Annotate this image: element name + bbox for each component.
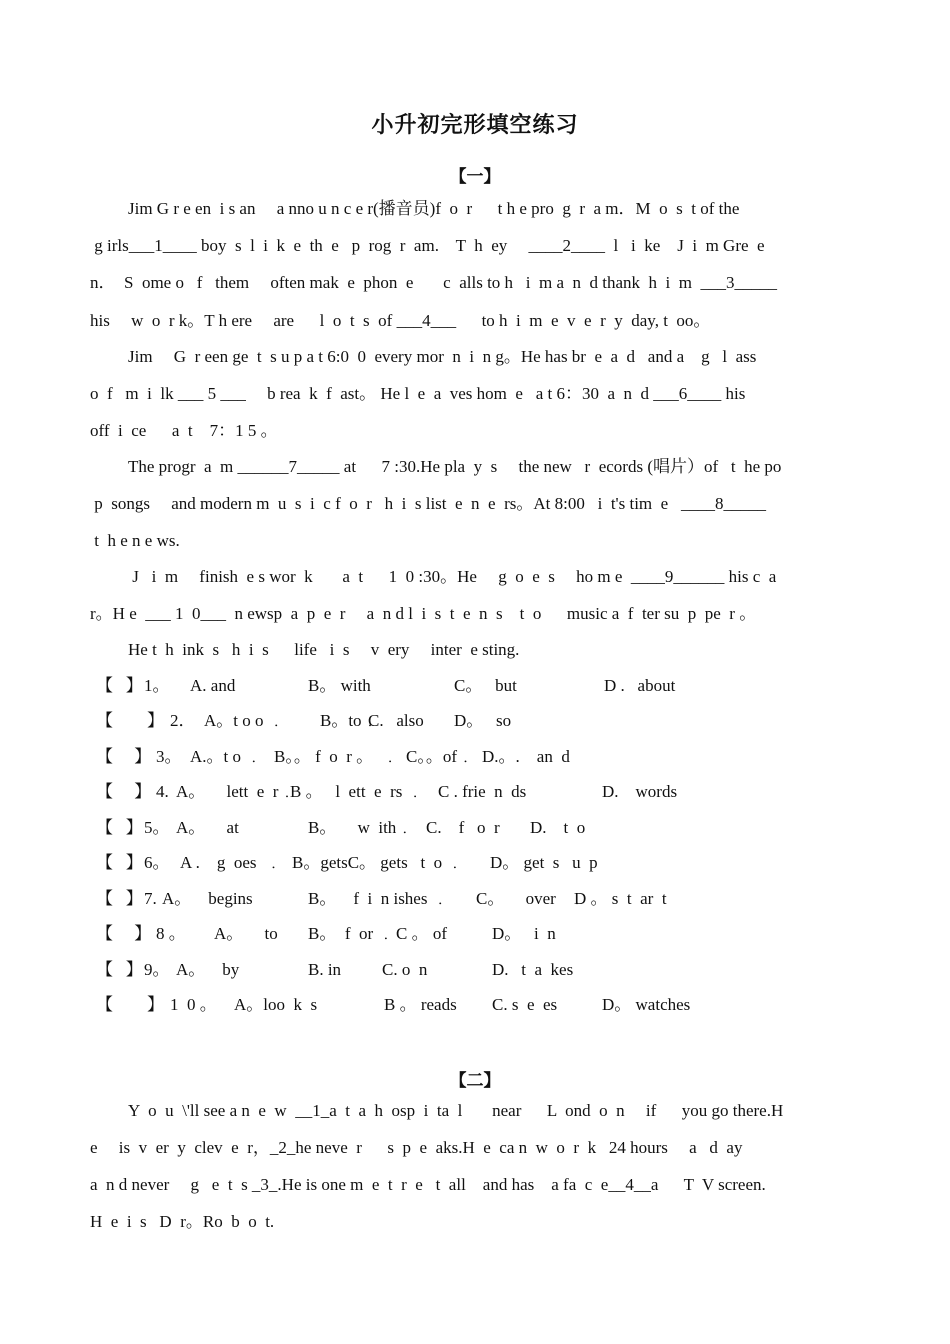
passage-1-line: Jim G r een ge t s u p a t 6:0 0 every mor n i n g。He has br e a d and a g l ass	[128, 347, 757, 366]
option-d: D . about	[604, 676, 676, 695]
option-c: C。。of﹒	[406, 747, 474, 766]
question-number: 8 。	[156, 924, 186, 943]
option-c: C. o n	[382, 960, 428, 979]
passage-1-line: The progr a m ______7_____ at 7 :30.He pla y s the new r ecords (唱片）of t he po	[128, 457, 782, 476]
option-a: A。loo k s	[234, 995, 318, 1014]
option-d: D。 so	[454, 711, 512, 730]
question-row	[96, 818, 856, 838]
question-row	[96, 889, 856, 909]
passage-1-line: p songs and modern m u s i c f o r h i s list e n e rs。At 8:00 i t's tim e ____8_____	[90, 494, 766, 513]
answer-bracket[interactable]: 【 】	[96, 889, 143, 908]
option-b: B。 f or ﹒	[308, 924, 395, 943]
passage-1-line: his w o r k。T h ere are l o t s of ___4___ to h i m e v e r y day, t oo。	[90, 311, 711, 330]
question-row	[96, 747, 856, 767]
option-d: D. t a kes	[492, 960, 574, 979]
option-a: A。t o o ﹒	[204, 711, 285, 730]
option-b: B。 f i n ishes ﹒	[308, 889, 449, 908]
question-row	[96, 853, 856, 873]
question-row	[96, 676, 856, 696]
passage-2-line: Y o u \'ll see a n e w __1_a t a h osp i ta l near L ond o n if you go there.H	[128, 1101, 784, 1120]
question-number: 3。	[156, 747, 182, 766]
option-a: A.。t o ﹒	[190, 747, 263, 766]
option-c: C。 over ﹒	[476, 889, 586, 908]
passage-2-line: H e i s D r。Ro b o t.	[90, 1212, 275, 1231]
option-c: C . frie n ds	[438, 782, 527, 801]
option-d: D. t o	[530, 818, 586, 837]
option-d: D 。 s t ar t	[574, 889, 667, 908]
page-title: 小升初完形填空练习	[371, 112, 579, 137]
section-heading-2: 【二】	[449, 1071, 501, 1090]
option-c: C 。 of	[396, 924, 447, 943]
option-d: D. words	[602, 782, 678, 801]
question-number: 7.	[144, 889, 157, 908]
option-a: A。 at	[176, 818, 239, 837]
question-number: 1 0 。	[170, 995, 217, 1014]
passage-1-line: J i m finish e s wor k a t 1 0 :30。He g o e s ho m e ____9______ his c a	[128, 567, 777, 586]
option-c: C. s e es	[492, 995, 558, 1014]
option-a: A . g oes ﹒	[180, 853, 282, 872]
answer-bracket[interactable]: 【 】	[96, 782, 152, 801]
option-b: B. in	[308, 960, 342, 979]
question-row	[96, 711, 856, 731]
question-number: 2．	[170, 711, 196, 730]
option-a: A。 begins	[162, 889, 253, 908]
answer-bracket[interactable]: 【 】	[96, 818, 143, 837]
passage-1-line: g irls___1____ boy s l i k e th e p rog r am. T h ey ____2____ l i ke J i m Gre e	[90, 236, 765, 255]
option-c: C. f o r	[426, 818, 500, 837]
passage-1-line: n． S ome o f them often mak e phon e c alls to h i m a n d thank h i m ___3_____	[90, 273, 777, 292]
option-b: B。 w ith﹒	[308, 818, 414, 837]
passage-1-line: Jim G r e en i s an a nno u n c e r(播音员)f o r t h e pro g r a m．M o s t of the	[128, 199, 740, 218]
option-d: D。 get s u p	[490, 853, 598, 872]
answer-bracket[interactable]: 【 】	[96, 924, 152, 943]
option-b: B。getsC。 gets t o ﹒	[292, 853, 464, 872]
option-b: B 。 reads	[384, 995, 457, 1014]
option-b: B。to﹒	[320, 711, 379, 730]
answer-bracket[interactable]: 【 】	[96, 747, 152, 766]
question-number: 4.	[156, 782, 169, 801]
option-d: D。 i n	[492, 924, 556, 943]
option-a: A。 by	[176, 960, 240, 979]
option-d: D。 watches	[602, 995, 691, 1014]
question-number: 1。	[144, 676, 170, 695]
option-c: C. also	[368, 711, 424, 730]
passage-1-line: He t h ink s h i s life i s v ery inter e sting.	[128, 640, 520, 659]
passage-1-line: off i ce a t 7：1 5 。	[90, 421, 278, 440]
question-row	[96, 924, 856, 944]
option-a: A。 to	[214, 924, 278, 943]
answer-bracket[interactable]: 【 】	[96, 995, 164, 1014]
question-number: 5。	[144, 818, 170, 837]
answer-bracket[interactable]: 【 】	[96, 711, 164, 730]
question-number: 6。	[144, 853, 170, 872]
option-c: C。 but	[454, 676, 517, 695]
passage-1-line: t h e n e ws.	[90, 531, 180, 550]
section-heading-1: 【一】	[449, 167, 501, 186]
option-b: B 。 l ett e rs ﹒	[290, 782, 424, 801]
passage-2-line: a n d never g e t s _3_.He is one m e t r e t all and has a fa c e__4__a T V screen.	[90, 1175, 766, 1194]
question-row	[96, 995, 856, 1015]
option-a: A。 lett e r﹒	[176, 782, 296, 801]
passage-1-line: r。H e ___ 1 0___ n ewsp a p e r a n d l i s t e n s t o music a f ter su p pe r 。	[90, 604, 757, 623]
option-b: B。。 f o r 。 ﹒	[274, 747, 399, 766]
question-number: 9。	[144, 960, 170, 979]
question-row	[96, 782, 856, 802]
option-d: D.。. an d	[482, 747, 570, 766]
answer-bracket[interactable]: 【 】	[96, 676, 143, 695]
passage-2-line: e is v er y clev e r，_2_he neve r s p e aks.H e ca n w o r k 24 hours a d ay	[90, 1138, 743, 1157]
option-b: B。 with	[308, 676, 371, 695]
answer-bracket[interactable]: 【 】	[96, 960, 143, 979]
answer-bracket[interactable]: 【 】	[96, 853, 143, 872]
passage-1-line: o f m i lk ___ 5 ___ b rea k f ast。 He l e a ves hom e a t 6：30 a n d ___6____ his	[90, 384, 746, 403]
question-row	[96, 960, 856, 980]
option-a: A. and	[190, 676, 236, 695]
